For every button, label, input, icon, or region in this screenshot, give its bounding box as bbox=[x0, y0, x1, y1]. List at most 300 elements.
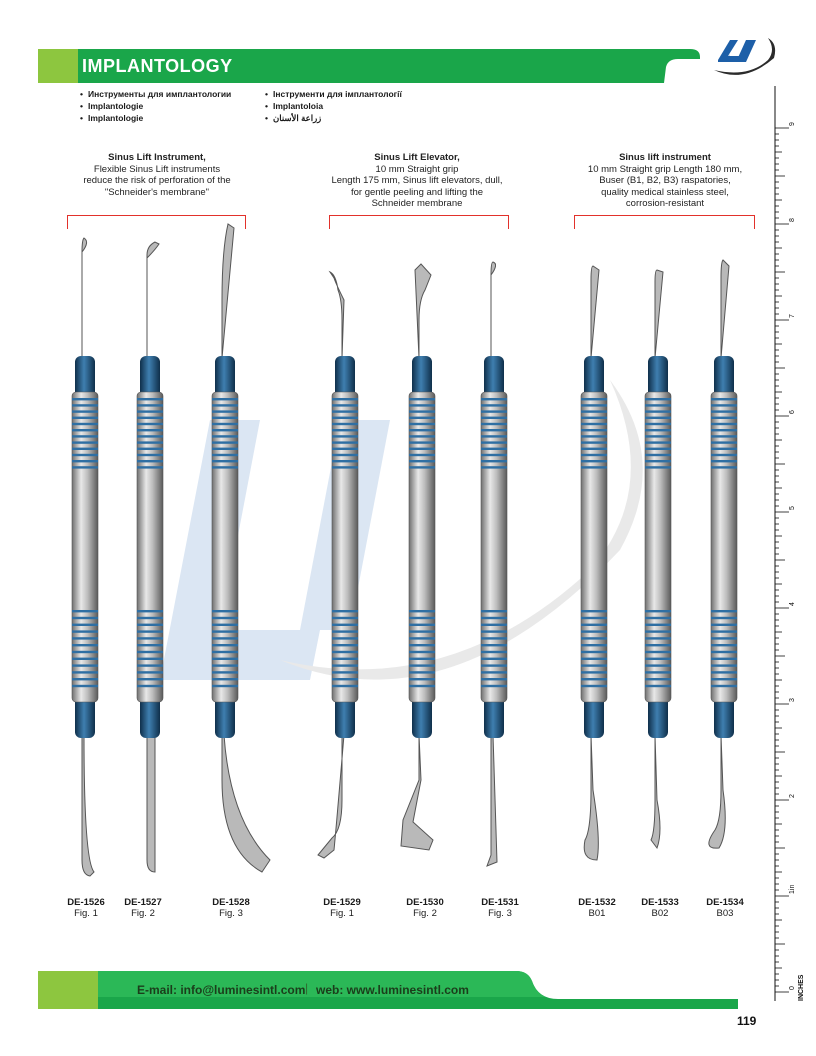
grip-ring bbox=[711, 617, 737, 619]
grip-ring bbox=[137, 454, 163, 456]
product-code: DE-1534 bbox=[706, 897, 744, 908]
grip-ring bbox=[212, 678, 238, 680]
grip-ring bbox=[212, 454, 238, 456]
ruler-mark-label: 1in bbox=[789, 884, 796, 894]
grip-ring bbox=[137, 630, 163, 632]
grip-ring bbox=[481, 637, 507, 639]
grip-ring bbox=[481, 417, 507, 419]
product-fig: B01 bbox=[588, 908, 606, 919]
instrument-bottom-tip bbox=[147, 735, 155, 872]
group-line: corrosion-resistant bbox=[625, 198, 705, 209]
instrument-top-tip bbox=[415, 264, 431, 358]
product-label bbox=[567, 897, 627, 919]
grip-ring bbox=[137, 398, 163, 400]
footer-email-link[interactable]: E-mail: info@luminesintl.com bbox=[137, 983, 306, 997]
grip-ring bbox=[711, 435, 737, 437]
grip-ring bbox=[581, 429, 607, 431]
grip-ring bbox=[645, 398, 671, 400]
group-line: reduce the risk of perforation of the bbox=[83, 175, 231, 186]
ruler-mark-label: 4 bbox=[789, 602, 796, 606]
grip-ring bbox=[409, 448, 435, 450]
grip-ring bbox=[72, 678, 98, 680]
grip-ring bbox=[332, 429, 358, 431]
grip-ring bbox=[581, 466, 607, 468]
footer-web-link[interactable]: web: www.luminesintl.com bbox=[316, 983, 469, 997]
grip-ring bbox=[711, 630, 737, 632]
group-line: Buser (B1, B2, B3) raspatories, bbox=[599, 175, 731, 186]
grip-ring bbox=[409, 423, 435, 425]
group-line: 10 mm Straight grip Length 180 mm, bbox=[587, 163, 743, 175]
grip-ring bbox=[72, 651, 98, 653]
ruler-mark-label: 3 bbox=[789, 698, 796, 702]
grip-ring bbox=[581, 644, 607, 646]
grip-ring bbox=[409, 410, 435, 412]
product-fig: Fig. 3 bbox=[488, 908, 512, 919]
grip-ring bbox=[72, 441, 98, 443]
inch-ruler bbox=[772, 86, 806, 1001]
product-code: DE-1531 bbox=[481, 897, 519, 908]
grip-ring bbox=[711, 429, 737, 431]
grip-ring bbox=[711, 651, 737, 653]
grip-ring bbox=[332, 410, 358, 412]
grip-ring bbox=[332, 454, 358, 456]
grip-ring bbox=[481, 685, 507, 687]
grip-ring bbox=[332, 404, 358, 406]
grip-ring bbox=[72, 637, 98, 639]
grip-ring bbox=[711, 637, 737, 639]
grip-ring bbox=[137, 671, 163, 673]
instrument-6 bbox=[481, 262, 507, 866]
grip-ring bbox=[581, 398, 607, 400]
grip-ring bbox=[645, 664, 671, 666]
group-line: for gentle peeling and lifting the bbox=[350, 186, 484, 198]
grip-ring bbox=[481, 429, 507, 431]
instrument-handle bbox=[711, 392, 737, 702]
instrument-top-tip bbox=[147, 242, 159, 358]
product-code: DE-1527 bbox=[124, 897, 162, 908]
page-number: 119 bbox=[737, 1014, 757, 1028]
grip-ring bbox=[581, 617, 607, 619]
ruler-unit-label: INCHES bbox=[798, 974, 805, 1001]
instrument-top-tip bbox=[491, 262, 496, 358]
instrument-bottom-tip bbox=[651, 735, 660, 848]
grip-ring bbox=[72, 658, 98, 660]
grip-ring bbox=[137, 441, 163, 443]
grip-ring bbox=[72, 404, 98, 406]
product-code: DE-1526 bbox=[67, 897, 105, 908]
grip-ring bbox=[332, 466, 358, 468]
instrument-bottom-tip bbox=[709, 735, 725, 848]
grip-ring bbox=[409, 685, 435, 687]
grip-ring bbox=[72, 671, 98, 673]
group-line: Flexible Sinus Lift instruments bbox=[93, 163, 221, 175]
instrument-handle bbox=[409, 392, 435, 702]
grip-ring bbox=[645, 610, 671, 612]
grip-ring bbox=[212, 685, 238, 687]
instrument-handle bbox=[645, 392, 671, 702]
grip-ring bbox=[645, 417, 671, 419]
product-fig: Fig. 1 bbox=[330, 908, 354, 919]
grip-ring bbox=[481, 466, 507, 468]
group-line: Length 175 mm, Sinus lift elevators, dull, bbox=[331, 175, 503, 186]
product-label bbox=[470, 897, 530, 919]
grip-ring bbox=[481, 664, 507, 666]
grip-ring bbox=[581, 417, 607, 419]
grip-ring bbox=[212, 466, 238, 468]
grip-ring bbox=[581, 448, 607, 450]
grip-ring bbox=[481, 460, 507, 462]
grip-ring bbox=[481, 630, 507, 632]
grip-ring bbox=[711, 454, 737, 456]
grip-ring bbox=[711, 610, 737, 612]
grip-ring bbox=[711, 658, 737, 660]
grip-ring bbox=[581, 441, 607, 443]
grip-ring bbox=[409, 624, 435, 626]
product-code: DE-1533 bbox=[641, 897, 679, 908]
grip-ring bbox=[645, 630, 671, 632]
grip-ring bbox=[711, 466, 737, 468]
grip-ring bbox=[137, 404, 163, 406]
product-code: DE-1532 bbox=[578, 897, 616, 908]
instrument-handle bbox=[581, 392, 607, 702]
grip-ring bbox=[481, 671, 507, 673]
instrument-bottom-tip bbox=[82, 735, 94, 876]
grip-ring bbox=[481, 644, 507, 646]
grip-ring bbox=[137, 410, 163, 412]
grip-ring bbox=[212, 624, 238, 626]
grip-ring bbox=[481, 423, 507, 425]
grip-ring bbox=[212, 610, 238, 612]
grip-ring bbox=[711, 685, 737, 687]
grip-ring bbox=[212, 404, 238, 406]
instrument-bottom-tip bbox=[487, 735, 497, 866]
grip-ring bbox=[409, 658, 435, 660]
grip-ring bbox=[645, 410, 671, 412]
language-item: • Інструменти для імплантології bbox=[265, 88, 402, 100]
grip-ring bbox=[711, 678, 737, 680]
grip-ring bbox=[72, 685, 98, 687]
product-label bbox=[201, 897, 261, 919]
grip-ring bbox=[72, 624, 98, 626]
grip-ring bbox=[212, 617, 238, 619]
grip-ring bbox=[409, 441, 435, 443]
grip-ring bbox=[332, 423, 358, 425]
instrument-1 bbox=[72, 238, 98, 876]
product-label bbox=[630, 897, 690, 919]
product-label bbox=[312, 897, 372, 919]
instrument-top-tip bbox=[222, 224, 234, 358]
grip-ring bbox=[581, 671, 607, 673]
grip-ring bbox=[137, 637, 163, 639]
grip-ring bbox=[72, 398, 98, 400]
instrument-3 bbox=[212, 224, 270, 872]
grip-ring bbox=[72, 664, 98, 666]
grip-ring bbox=[212, 448, 238, 450]
grip-ring bbox=[137, 466, 163, 468]
grip-ring bbox=[409, 671, 435, 673]
grip-ring bbox=[711, 404, 737, 406]
instrument-top-tip bbox=[655, 270, 663, 358]
product-fig: B03 bbox=[716, 908, 734, 919]
grip-ring bbox=[212, 423, 238, 425]
grip-ring bbox=[409, 617, 435, 619]
product-code: DE-1529 bbox=[323, 897, 361, 908]
grip-ring bbox=[212, 671, 238, 673]
grip-ring bbox=[409, 637, 435, 639]
grip-ring bbox=[481, 610, 507, 612]
grip-ring bbox=[481, 624, 507, 626]
grip-ring bbox=[72, 448, 98, 450]
grip-ring bbox=[481, 404, 507, 406]
grip-ring bbox=[409, 466, 435, 468]
grip-ring bbox=[581, 404, 607, 406]
grip-ring bbox=[711, 423, 737, 425]
grip-ring bbox=[332, 651, 358, 653]
grip-ring bbox=[332, 630, 358, 632]
language-item: • Implantoloia bbox=[265, 100, 402, 112]
grip-ring bbox=[137, 664, 163, 666]
grip-ring bbox=[645, 658, 671, 660]
language-item: • زراعة الأسنان bbox=[265, 112, 402, 124]
grip-ring bbox=[711, 644, 737, 646]
grip-ring bbox=[481, 410, 507, 412]
grip-ring bbox=[137, 624, 163, 626]
grip-ring bbox=[481, 658, 507, 660]
grip-ring bbox=[711, 624, 737, 626]
grip-ring bbox=[212, 664, 238, 666]
grip-ring bbox=[72, 417, 98, 419]
grip-ring bbox=[409, 630, 435, 632]
grip-ring bbox=[212, 651, 238, 653]
grip-ring bbox=[581, 664, 607, 666]
grip-ring bbox=[645, 460, 671, 462]
page-title: IMPLANTOLOGY bbox=[82, 56, 233, 76]
ruler-mark-label: 5 bbox=[789, 506, 796, 510]
grip-ring bbox=[481, 617, 507, 619]
grip-ring bbox=[645, 423, 671, 425]
instrument-5 bbox=[401, 264, 435, 850]
grip-ring bbox=[332, 671, 358, 673]
grip-ring bbox=[72, 466, 98, 468]
ruler-mark-label: 0 bbox=[789, 986, 796, 990]
product-code: DE-1530 bbox=[406, 897, 444, 908]
group-line: Schneider membrane bbox=[371, 198, 463, 209]
grip-ring bbox=[332, 448, 358, 450]
instrument-top-tip bbox=[721, 260, 729, 358]
grip-ring bbox=[711, 671, 737, 673]
instrument-2 bbox=[137, 242, 163, 872]
grip-ring bbox=[581, 610, 607, 612]
ruler-mark-label: 8 bbox=[789, 218, 796, 222]
grip-ring bbox=[645, 624, 671, 626]
instrument-bottom-tip bbox=[584, 735, 598, 860]
grip-ring bbox=[137, 678, 163, 680]
grip-ring bbox=[409, 664, 435, 666]
grip-ring bbox=[72, 644, 98, 646]
grip-ring bbox=[645, 404, 671, 406]
instrument-handle bbox=[332, 392, 358, 702]
grip-ring bbox=[645, 685, 671, 687]
product-fig: Fig. 2 bbox=[131, 908, 155, 919]
language-item: • Implantologie bbox=[80, 112, 231, 124]
group-line: 10 mm Straight grip bbox=[375, 163, 459, 175]
grip-ring bbox=[137, 435, 163, 437]
grip-ring bbox=[711, 398, 737, 400]
grip-ring bbox=[409, 398, 435, 400]
grip-ring bbox=[332, 658, 358, 660]
grip-ring bbox=[212, 429, 238, 431]
product-label bbox=[113, 897, 173, 919]
grip-ring bbox=[581, 630, 607, 632]
grip-ring bbox=[711, 460, 737, 462]
instrument-handle bbox=[481, 392, 507, 702]
grip-ring bbox=[332, 664, 358, 666]
grip-ring bbox=[212, 410, 238, 412]
instrument-handle bbox=[137, 392, 163, 702]
product-label bbox=[56, 897, 116, 919]
grip-ring bbox=[409, 404, 435, 406]
grip-ring bbox=[72, 429, 98, 431]
grip-ring bbox=[409, 678, 435, 680]
grip-ring bbox=[581, 410, 607, 412]
instrument-handle bbox=[72, 392, 98, 702]
grip-ring bbox=[332, 610, 358, 612]
instrument-top-tip bbox=[591, 266, 599, 358]
grip-ring bbox=[72, 617, 98, 619]
grip-ring bbox=[581, 651, 607, 653]
grip-ring bbox=[409, 454, 435, 456]
grip-ring bbox=[409, 460, 435, 462]
ruler-mark-label: 2 bbox=[789, 794, 796, 798]
grip-ring bbox=[645, 644, 671, 646]
grip-ring bbox=[212, 637, 238, 639]
grip-ring bbox=[212, 417, 238, 419]
language-item: • Инструменты для имплантологии bbox=[80, 88, 231, 100]
grip-ring bbox=[581, 637, 607, 639]
grip-ring bbox=[645, 441, 671, 443]
grip-ring bbox=[481, 448, 507, 450]
grip-ring bbox=[409, 644, 435, 646]
ruler-mark-label: 9 bbox=[789, 122, 796, 126]
grip-ring bbox=[72, 423, 98, 425]
instrument-4 bbox=[318, 272, 358, 858]
grip-ring bbox=[645, 678, 671, 680]
product-code: DE-1528 bbox=[212, 897, 250, 908]
grip-ring bbox=[409, 417, 435, 419]
grip-ring bbox=[137, 429, 163, 431]
instrument-8 bbox=[645, 270, 671, 848]
grip-ring bbox=[581, 658, 607, 660]
group-line: "Schneider's membrane" bbox=[104, 186, 210, 198]
grip-ring bbox=[72, 630, 98, 632]
grip-ring bbox=[711, 448, 737, 450]
instrument-top-tip bbox=[330, 272, 344, 358]
grip-ring bbox=[581, 624, 607, 626]
grip-ring bbox=[137, 644, 163, 646]
product-fig: B02 bbox=[651, 908, 669, 919]
grip-ring bbox=[581, 423, 607, 425]
grip-ring bbox=[212, 630, 238, 632]
grip-ring bbox=[711, 410, 737, 412]
grip-ring bbox=[72, 454, 98, 456]
group-title: Sinus Lift Instrument, bbox=[108, 152, 206, 163]
grip-ring bbox=[332, 637, 358, 639]
grip-ring bbox=[481, 441, 507, 443]
grip-ring bbox=[409, 435, 435, 437]
grip-ring bbox=[137, 423, 163, 425]
grip-ring bbox=[409, 651, 435, 653]
grip-ring bbox=[711, 664, 737, 666]
grip-ring bbox=[481, 454, 507, 456]
grip-ring bbox=[212, 435, 238, 437]
grip-ring bbox=[137, 610, 163, 612]
grip-ring bbox=[212, 460, 238, 462]
grip-ring bbox=[212, 644, 238, 646]
grip-ring bbox=[481, 398, 507, 400]
grip-ring bbox=[481, 651, 507, 653]
grip-ring bbox=[581, 460, 607, 462]
grip-ring bbox=[332, 617, 358, 619]
product-fig: Fig. 1 bbox=[74, 908, 98, 919]
grip-ring bbox=[332, 435, 358, 437]
ruler-mark-label: 7 bbox=[789, 314, 796, 318]
product-fig: Fig. 3 bbox=[219, 908, 243, 919]
grip-ring bbox=[137, 651, 163, 653]
grip-ring bbox=[137, 617, 163, 619]
grip-ring bbox=[72, 460, 98, 462]
grip-ring bbox=[645, 448, 671, 450]
grip-ring bbox=[645, 617, 671, 619]
product-label bbox=[695, 897, 755, 919]
grip-ring bbox=[581, 435, 607, 437]
grip-ring bbox=[137, 417, 163, 419]
grip-ring bbox=[137, 658, 163, 660]
grip-ring bbox=[581, 454, 607, 456]
grip-ring bbox=[212, 441, 238, 443]
grip-ring bbox=[212, 398, 238, 400]
grip-ring bbox=[645, 429, 671, 431]
grip-ring bbox=[212, 658, 238, 660]
grip-ring bbox=[72, 410, 98, 412]
grip-ring bbox=[645, 454, 671, 456]
grip-ring bbox=[332, 685, 358, 687]
instrument-bottom-tip bbox=[318, 735, 344, 858]
grip-ring bbox=[581, 685, 607, 687]
instrument-9 bbox=[709, 260, 737, 848]
instrument-bottom-tip bbox=[222, 735, 270, 872]
instrument-7 bbox=[581, 266, 607, 860]
grip-ring bbox=[332, 624, 358, 626]
grip-ring bbox=[409, 610, 435, 612]
grip-ring bbox=[137, 460, 163, 462]
product-label bbox=[395, 897, 455, 919]
grip-ring bbox=[137, 448, 163, 450]
grip-ring bbox=[645, 637, 671, 639]
grip-ring bbox=[481, 435, 507, 437]
grip-ring bbox=[332, 398, 358, 400]
grip-ring bbox=[711, 417, 737, 419]
group-title: Sinus lift instrument bbox=[619, 152, 711, 163]
grip-ring bbox=[72, 610, 98, 612]
language-item: • Implantologie bbox=[80, 100, 231, 112]
grip-ring bbox=[711, 441, 737, 443]
footer-separator: | bbox=[305, 981, 309, 995]
instrument-handle bbox=[212, 392, 238, 702]
logo-text: LI bbox=[728, 55, 730, 57]
grip-ring bbox=[645, 435, 671, 437]
group-title: Sinus Lift Elevator, bbox=[374, 152, 460, 163]
instrument-top-tip bbox=[82, 238, 87, 358]
